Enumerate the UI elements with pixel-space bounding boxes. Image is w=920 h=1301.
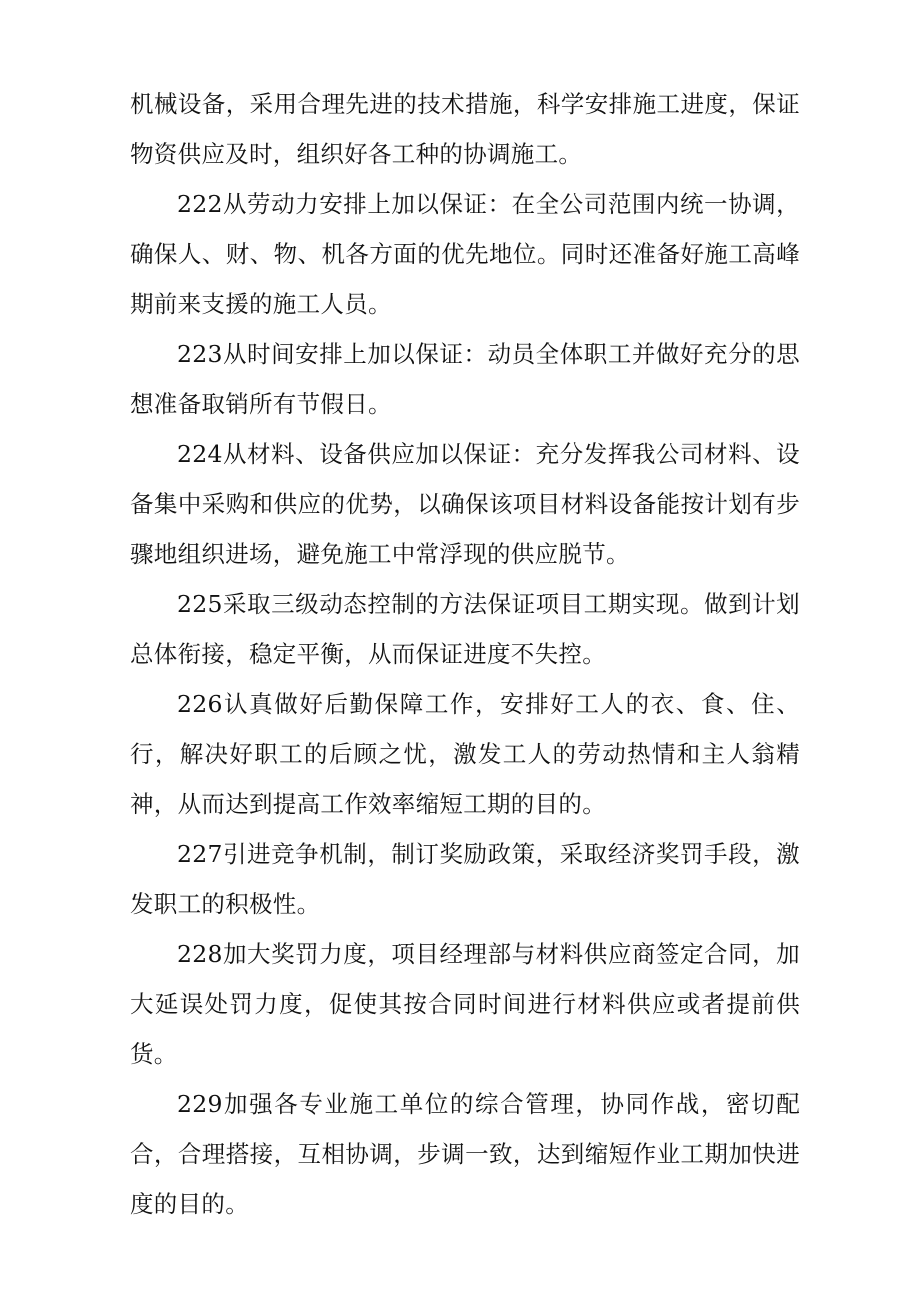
paragraph-222: 222从劳动力安排上加以保证：在全公司范围内统一协调，确保人、财、物、机各方面的优先地位。同时还准备好施工高峰期前来支援的施工人员。: [130, 190, 800, 318]
paragraph-continuation: 机械设备，采用合理先进的技术措施，科学安排施工进度，保证物资供应及时，组织好各工种的协调施工。: [130, 90, 800, 168]
paragraph-227: 227引进竞争机制，制订奖励政策，采取经济奖罚手段，激发职工的积极性。: [130, 840, 800, 918]
paragraph-229: 229加强各专业施工单位的综合管理，协同作战，密切配合，合理搭接，互相协调，步调一致，达到缩短作业工期加快进度的目的。: [130, 1090, 800, 1218]
paragraph-225: 225采取三级动态控制的方法保证项目工期实现。做到计划总体衔接，稳定平衡，从而保证进度不失控。: [130, 590, 800, 668]
paragraph-228: 228加大奖罚力度，项目经理部与材料供应商签定合同，加大延误处罚力度，促使其按合同时间进行材料供应或者提前供货。: [130, 940, 800, 1068]
paragraph-224: 224从材料、设备供应加以保证：充分发挥我公司材料、设备集中采购和供应的优势，以确保该项目材料设备能按计划有步骤地组织进场，避免施工中常浮现的供应脱节。: [130, 440, 800, 568]
paragraph-226: 226认真做好后勤保障工作，安排好工人的衣、食、住、行，解决好职工的后顾之忧，激发工人的劳动热情和主人翁精神，从而达到提高工作效率缩短工期的目的。: [130, 690, 800, 818]
document-body: [130, 79, 800, 1229]
paragraph-223: 223从时间安排上加以保证：动员全体职工并做好充分的思想准备取销所有节假日。: [130, 340, 800, 418]
